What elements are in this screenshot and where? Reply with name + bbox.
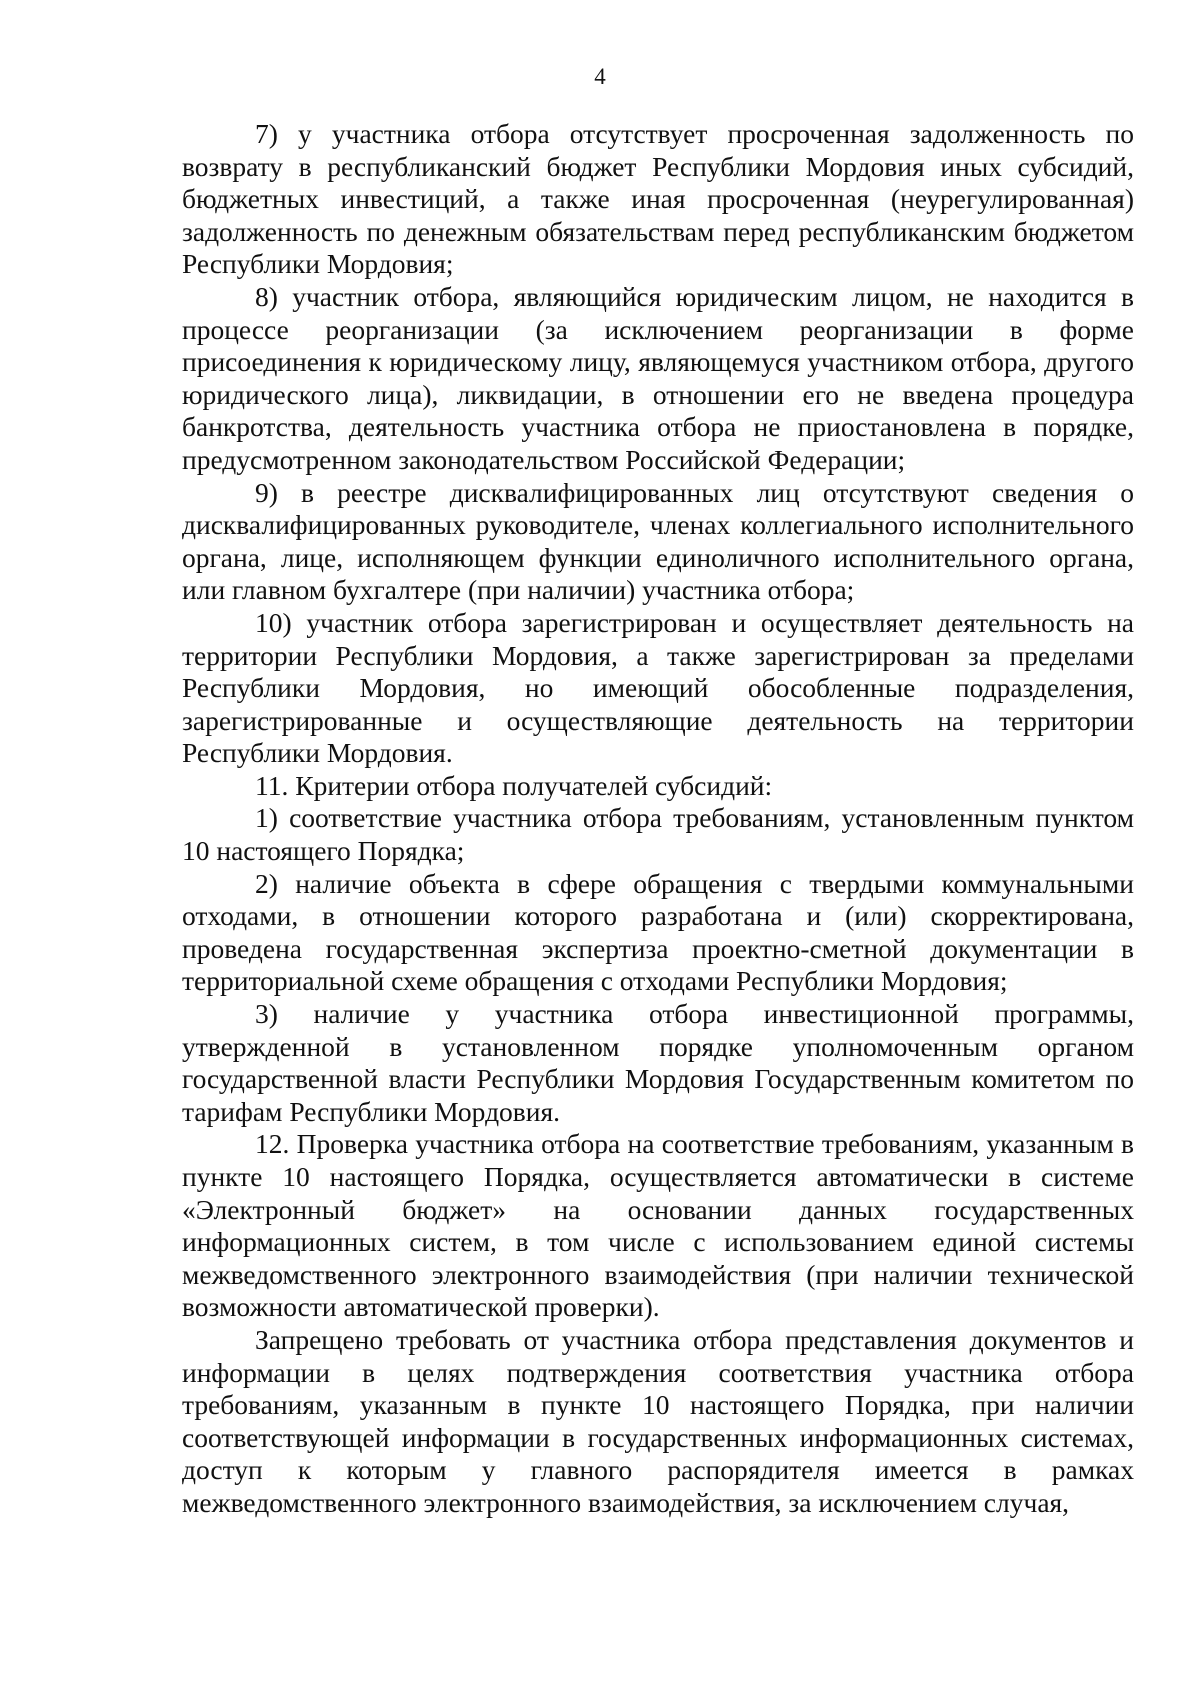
paragraph-item-9: 9) в реестре дисквалифицированных лиц отсутствуют сведения о дисквалифицированных руководителе, членах коллегиального исполнительного органа, лице, исполняющем функции единоличного исполнительного органа, или главном бухгалтере (при наличии) участника отбора; [182, 476, 1134, 606]
paragraph-section-11-heading: 11. Критерии отбора получателей субсидий: [255, 769, 773, 801]
page-number: 4 [594, 64, 606, 89]
paragraph-criterion-2: 2) наличие объекта в сфере обращения с твердыми коммунальными отходами, в отношении которого разработана и (или) скорректирована, проведена государственная экспертиза проектно-сметной документации в территориальной схеме обращения с отходами Республики Мордовия; [182, 867, 1134, 997]
paragraph-item-10: 10) участник отбора зарегистрирован и осуществляет деятельность на территории Республики Мордовия, а также зарегистрирован за пределами Республики Мордовия, но имеющий обособленные подразделения, зарегистрированные и осуществляющие деятельность на территории Республики Мордовия. [182, 606, 1134, 769]
paragraph-item-7: 7) у участника отбора отсутствует просроченная задолженность по возврату в республиканский бюджет Республики Мордовия иных субсидий, бюджетных инвестиций, а также иная просроченная (неурегулированная) задолженность по денежным обязательствам перед республиканским бюджетом Республики Мордовия; [182, 118, 1134, 280]
paragraph-criterion-1: 1) соответствие участника отбора требованиям, установленным пунктом 10 настоящего Порядка; [182, 802, 1134, 867]
paragraph-criterion-3: 3) наличие у участника отбора инвестиционной программы, утвержденной в установленном порядке уполномоченным органом государственной власти Республики Мордовия Государственным комитетом по тарифам Республики Мордовия. [182, 998, 1134, 1127]
paragraph-section-12: 12. Проверка участника отбора на соответствие требованиям, указанным в пункте 10 настоящего Порядка, осуществляется автоматически в системе «Электронный бюджет» на основании данных государственных информационных систем, в том числе с использованием единой системы межведомственного электронного взаимодействия (при наличии технической возможности автоматической проверки). [182, 1128, 1134, 1323]
paragraph-prohibition: Запрещено требовать от участника отбора представления документов и информации в целях подтверждения соответствия участника отбора требованиям, указанным в пункте 10 настоящего Порядка, при наличии соответствующей информации в государственных информационных системах, доступ к которым у главного распорядителя имеется в рамках межведомственного электронного взаимодействия, за исключением случая, [182, 1323, 1134, 1518]
paragraph-item-8: 8) участник отбора, являющийся юридическим лицом, не находится в процессе реорганизации (за исключением реорганизации в форме присоединения к юридическому лицу, являющемуся участником отбора, другого юридического лица), ликвидации, в отношении его не введена процедура банкротства, деятельность участника отбора не приостановлена в порядке, предусмотренном законодательством Российской Федерации; [182, 280, 1134, 475]
document-body [182, 118, 1134, 1520]
